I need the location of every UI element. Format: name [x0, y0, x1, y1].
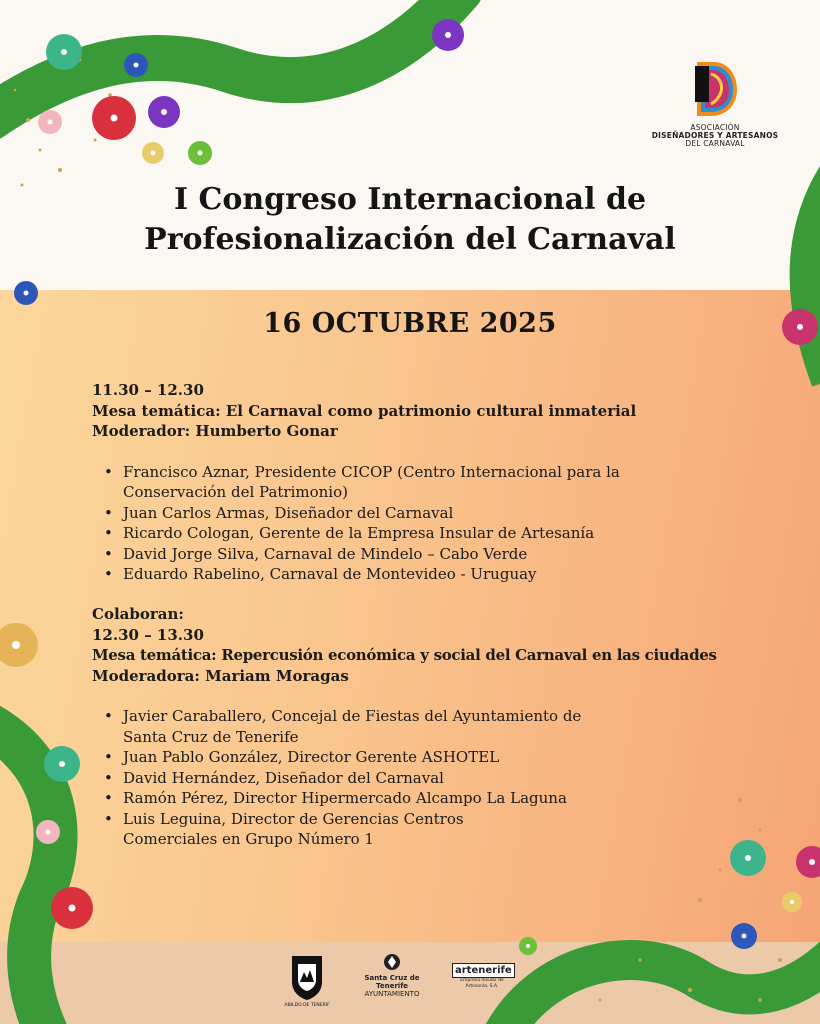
title-line-2: Profesionalización del Carnaval [144, 222, 676, 257]
session-1 [92, 380, 772, 585]
event-date: 16 OCTUBRE 2025 [263, 308, 557, 339]
cabildo-shield-icon [284, 948, 330, 1008]
session-moderator: Moderadora: Mariam Moragas [92, 666, 349, 685]
artenerife-sub: Empresa Insular de Artesanía, S.A. [460, 978, 504, 989]
speaker-item: • Eduardo Rabelino, Carnaval de Montevideo - Uruguay [104, 564, 772, 585]
speaker-item: • Ricardo Cologan, Gerente de la Empresa Insular de Artesanía [104, 523, 772, 544]
session-moderator: Moderador: Humberto Gonar [92, 422, 338, 440]
page-title [100, 180, 720, 260]
artenerife-label: artenerife [452, 963, 515, 978]
speaker-item: • Luis Leguina, Director de Gerencias Centros Comerciales en Grupo Número 1 [104, 809, 524, 850]
santa-cruz-emblem-icon [382, 952, 402, 972]
logo-line-3: DEL CARNAVAL [685, 139, 745, 148]
session-2 [92, 604, 772, 850]
logo-line-1: ASOCIACIÓN [690, 123, 740, 132]
speaker-list [104, 462, 772, 585]
association-logo [640, 58, 790, 148]
santa-cruz-logo [352, 952, 432, 1002]
logo-line-2: DISEÑADORES Y ARTESANOS [651, 131, 779, 140]
santa-cruz-line-2: AYUNTAMIENTO [364, 990, 420, 998]
title-line-1: I Congreso Internacional de [173, 182, 647, 217]
speaker-item: • David Jorge Silva, Carnaval de Mindelo – Cabo Verde [104, 544, 772, 565]
cabildo-logo [284, 948, 330, 1008]
speaker-list [104, 706, 772, 850]
speaker-item: • Juan Pablo González, Director Gerente ASHOTEL [104, 747, 772, 768]
speaker-item: • Francisco Aznar, Presidente CICOP (Centro Internacional para la Conservación del Patrimonio) [104, 462, 664, 503]
session-time: 11.30 – 12.30 [92, 381, 204, 399]
speaker-item: • David Hernández, Diseñador del Carnaval [104, 768, 772, 789]
cabildo-label: CABILDO DE TENERIFE [284, 1003, 330, 1008]
speaker-item: • Javier Caraballero, Concejal de Fiestas del Ayuntamiento de Santa Cruz de Tenerife [104, 706, 624, 747]
session-intro: Colaboran: [92, 605, 184, 623]
sponsor-logos [284, 948, 544, 1012]
artenerife-logo [452, 958, 512, 998]
session-topic: Mesa temática: El Carnaval como patrimonio cultural inmaterial [92, 401, 637, 420]
d-logo-icon [691, 58, 739, 120]
session-time: 12.30 – 13.30 [92, 625, 204, 644]
speaker-item: • Juan Carlos Armas, Diseñador del Carnaval [104, 503, 772, 524]
speaker-item: • Ramón Pérez, Director Hipermercado Alcampo La Laguna [104, 788, 772, 809]
santa-cruz-line-1: Santa Cruz de Tenerife [364, 974, 420, 990]
session-topic: Mesa temática: Repercusión económica y social del Carnaval en las ciudades [92, 646, 717, 664]
